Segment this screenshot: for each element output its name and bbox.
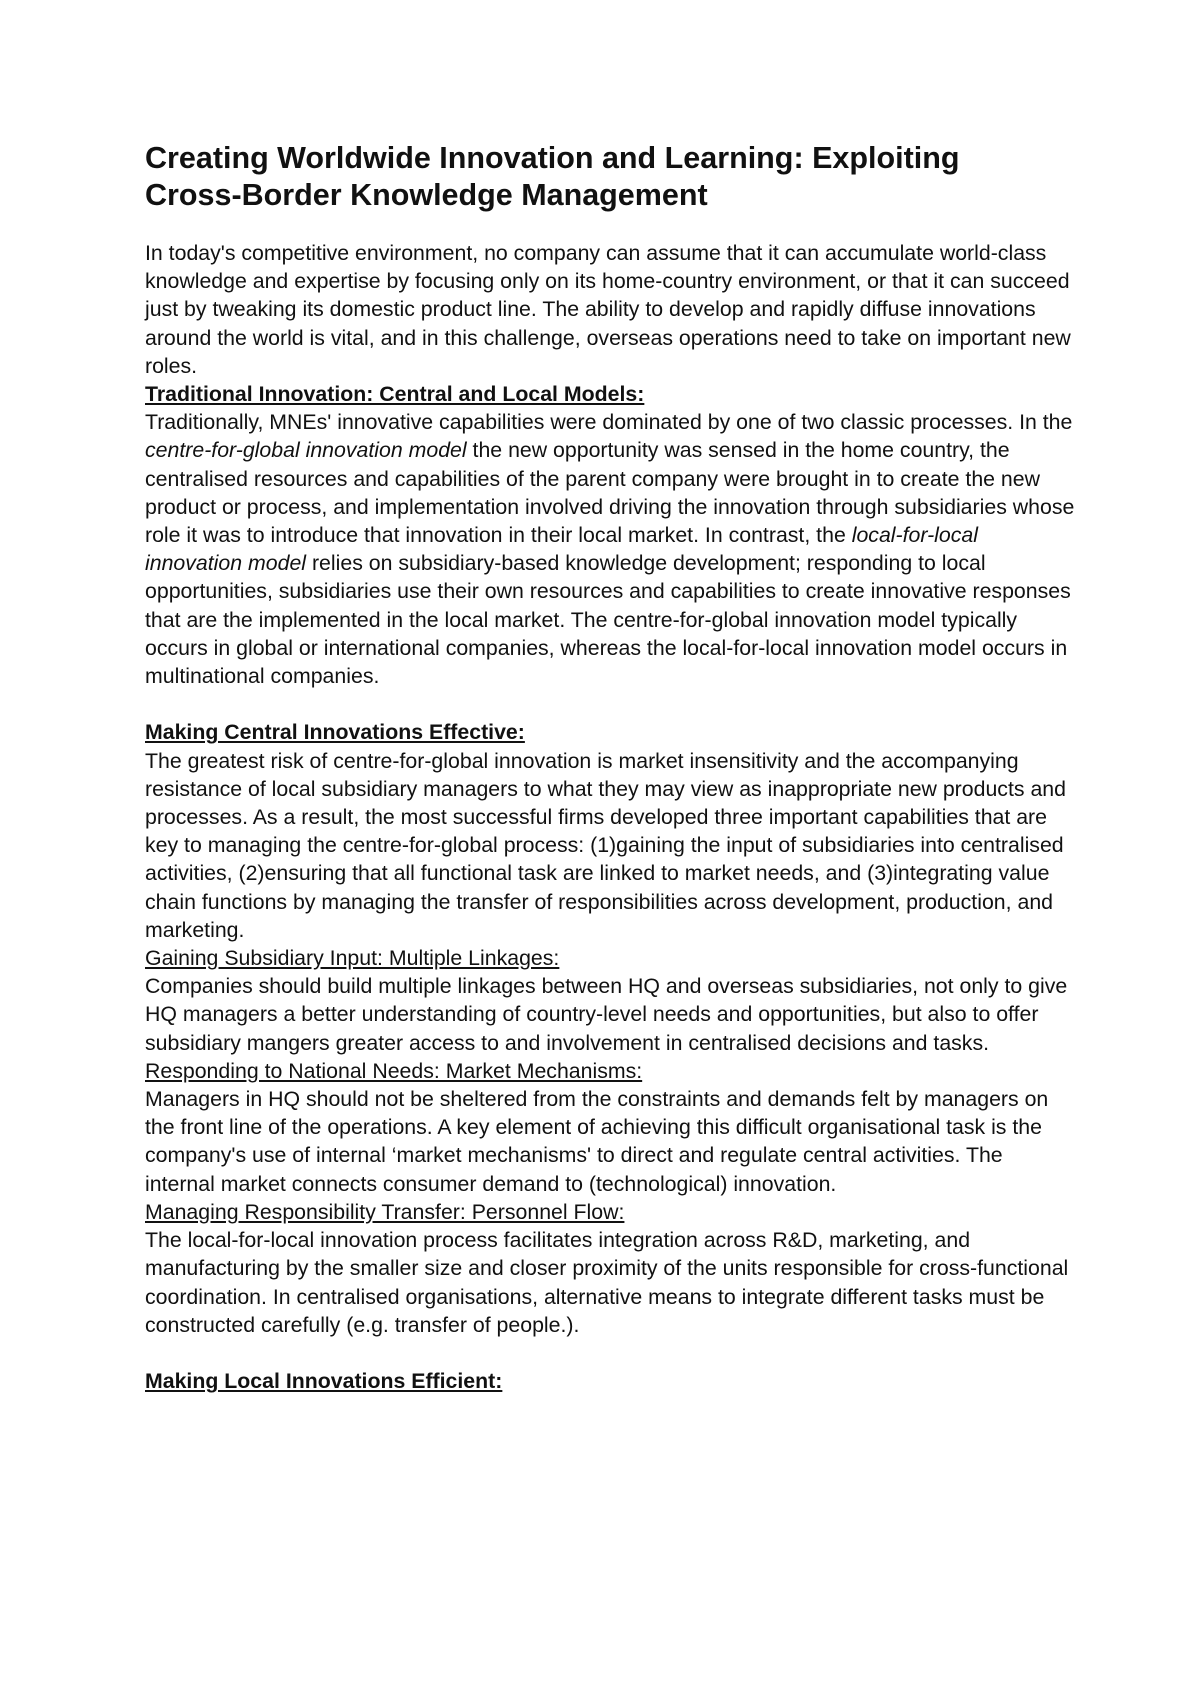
paragraph-text: relies on subsidiary-based knowledge development; responding to local opportunities, subsidiaries use their own resources and capabilities to create innovative responses that are the implemented in the local market. The centre-for-global innovation model typically occurs in global or international companies, whereas the local-for-local innovation model occurs in multinational companies. — [145, 551, 1071, 689]
section-heading-traditional-innovation: Traditional Innovation: Central and Local Models: — [145, 382, 645, 407]
national-needs-paragraph: Managers in HQ should not be sheltered from the constraints and demands felt by managers on the front line of the operations. A key element of achieving this difficult organisational task is the company's use of internal ‘market mechanisms' to direct and regulate central activities. The internal market connects consumer demand to (technological) innovation. — [145, 1087, 1049, 1196]
local-for-local-term: local-for-local innovation model — [145, 523, 978, 576]
document-title — [145, 140, 1075, 214]
paragraph-text: Traditionally, MNEs' innovative capabilities were dominated by one of two classic processes. In the — [145, 410, 1073, 435]
blank-line — [145, 1339, 1075, 1367]
section-heading-central-innovations: Making Central Innovations Effective: — [145, 720, 525, 745]
subsidiary-input-paragraph: Companies should build multiple linkages between HQ and overseas subsidiaries, not only to give HQ managers a better understanding of country-level needs and opportunities, but also to offer subsidiary mangers greater access to and involvement in centralised decisions and tasks. — [145, 974, 1068, 1055]
title-line-1: Creating Worldwide Innovation and Learning: Exploiting — [145, 141, 960, 175]
document-page — [145, 140, 1075, 1395]
subheading-subsidiary-input: Gaining Subsidiary Input: Multiple Linkages: — [145, 946, 560, 971]
intro-paragraph: In today's competitive environment, no company can assume that it can accumulate world-class knowledge and expertise by focusing only on its home-country environment, or that it can succeed just by tweaking its domestic product line. The ability to develop and rapidly diffuse innovations around the world is vital, and in this challenge, overseas operations need to take on important new roles. — [145, 241, 1071, 378]
subheading-responsibility-transfer: Managing Responsibility Transfer: Personnel Flow: — [145, 1199, 625, 1224]
traditional-innovation-paragraph — [145, 408, 1075, 690]
subheading-national-needs: Responding to National Needs: Market Mechanisms: — [145, 1058, 643, 1083]
responsibility-transfer-paragraph: The local-for-local innovation process facilitates integration across R&D, marketing, and manufacturing by the smaller size and closer proximity of the units responsible for cross-functional coordination. In centralised organisations, alternative means to integrate different tasks must be constructed carefully (e.g. transfer of people.). — [145, 1228, 1069, 1337]
blank-line — [145, 690, 1075, 718]
section-heading-local-innovations: Making Local Innovations Efficient: — [145, 1369, 503, 1394]
title-line-2: Cross-Border Knowledge Management — [145, 178, 708, 212]
paragraph-text: the new opportunity was sensed in the home country, the centralised resources and capabilities of the parent company were brought in to create the new product or process, and implementation involved driving the innovation through subsidiaries whose role it was to introduce that innovation in their local market. In contrast, the — [145, 438, 1075, 548]
centre-for-global-term: centre-for-global innovation model — [145, 438, 467, 463]
central-innovations-paragraph: The greatest risk of centre-for-global innovation is market insensitivity and the accompanying resistance of local subsidiary managers to what they may view as inappropriate new products and processes. As a result, the most successful firms developed three important capabilities that are key to managing the centre-for-global process: (1)gaining the input of subsidiaries into centralised activities, (2)ensuring that all functional task are linked to market needs, and (3)integrating value chain functions by managing the transfer of responsibilities across development, production, and marketing. — [145, 748, 1066, 942]
